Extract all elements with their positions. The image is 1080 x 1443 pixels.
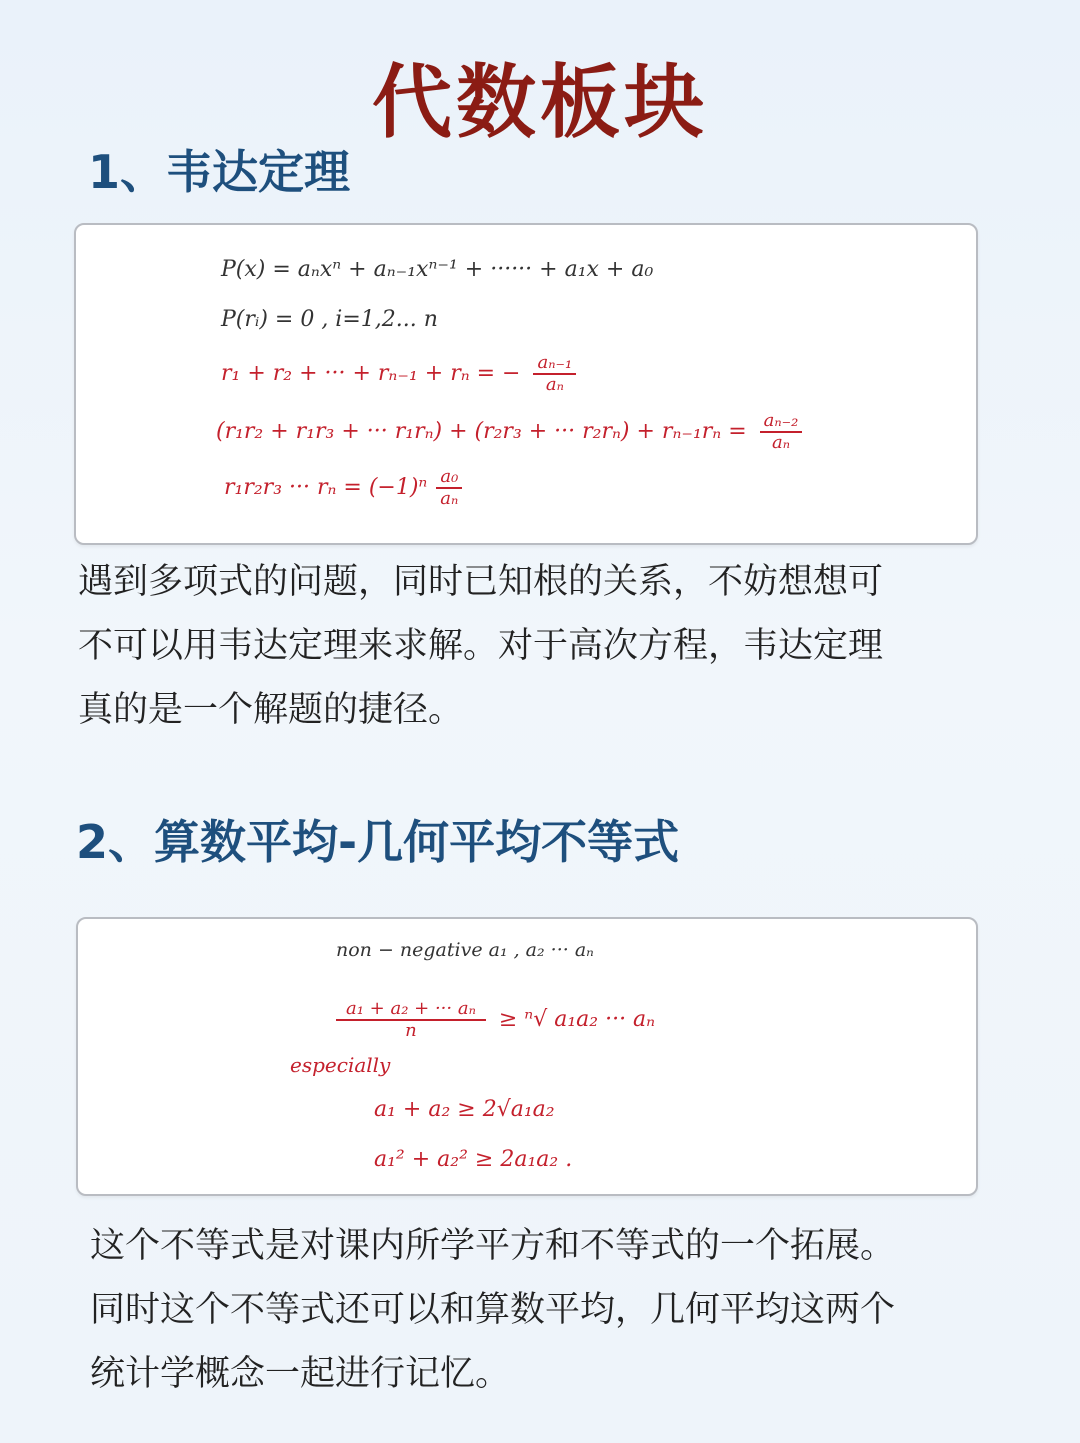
paragraph-vieta (78, 550, 883, 742)
paragraph-line: 真的是一个解题的捷径。 (78, 690, 464, 730)
paragraph-line: 同时这个不等式还可以和算数平均，几何平均这两个 (90, 1290, 896, 1330)
fraction (760, 411, 803, 453)
paragraph-am-gm (90, 1214, 895, 1406)
formula-line-nonnegative: non − negative a₁ , a₂ ··· aₙ (336, 939, 594, 961)
fraction-denominator: aₙ (772, 432, 791, 453)
fraction-denominator: n (405, 1020, 417, 1041)
fraction (336, 999, 486, 1041)
fraction-numerator: a₀ (436, 467, 462, 489)
formula-line-polynomial: P(x) = aₙxⁿ + aₙ₋₁xⁿ⁻¹ + ······ + a₁x + a₀ (221, 257, 654, 282)
formula-line-roots: P(rᵢ) = 0 , i=1,2... n (221, 307, 438, 332)
paragraph-line: 统计学概念一起进行记忆。 (90, 1354, 511, 1394)
formula-line-sum-of-roots (221, 353, 582, 395)
fraction-numerator: aₙ₋₁ (533, 353, 576, 375)
label-especially: especially (290, 1053, 391, 1077)
formula-lhs: (r₁r₂ + r₁r₃ + ··· r₁rₙ) + (r₂r₃ + ··· r₂rₙ) + rₙ₋₁rₙ = (216, 419, 747, 444)
formula-card-am-gm (76, 917, 978, 1196)
fraction-denominator: aₙ (440, 488, 459, 509)
section-heading-am-gm: 2、算数平均-几何平均不等式 (76, 815, 680, 869)
paragraph-line: 这个不等式是对课内所学平方和不等式的一个拓展。 (90, 1226, 896, 1266)
formula-line-two-term: a₁ + a₂ ≥ 2√a₁a₂ (374, 1097, 555, 1122)
formula-rhs: ≥ ⁿ√ a₁a₂ ··· aₙ (498, 1007, 656, 1032)
formula-lhs: r₁ + r₂ + ··· + rₙ₋₁ + rₙ = − (221, 361, 521, 386)
formula-line-squares: a₁² + a₂² ≥ 2a₁a₂ . (374, 1147, 573, 1172)
section-heading-vieta: 1、韦达定理 (88, 145, 351, 199)
formula-line-am-gm (336, 999, 655, 1041)
formula-card-vieta (74, 223, 978, 545)
paragraph-line: 遇到多项式的问题，同时已知根的关系，不妨想想可 (78, 562, 884, 602)
fraction-numerator: a₁ + a₂ + ··· aₙ (336, 999, 486, 1021)
fraction (533, 353, 576, 395)
formula-line-product-of-roots (224, 467, 468, 509)
paragraph-line: 不可以用韦达定理来求解。对于高次方程，韦达定理 (78, 626, 884, 666)
fraction (436, 467, 462, 509)
formula-lhs: r₁r₂r₃ ··· rₙ = (−1)ⁿ (224, 475, 428, 500)
formula-line-pair-products (216, 411, 808, 453)
page-title: 代数板块 (372, 56, 708, 149)
fraction-denominator: aₙ (545, 374, 564, 395)
fraction-numerator: aₙ₋₂ (760, 411, 803, 433)
